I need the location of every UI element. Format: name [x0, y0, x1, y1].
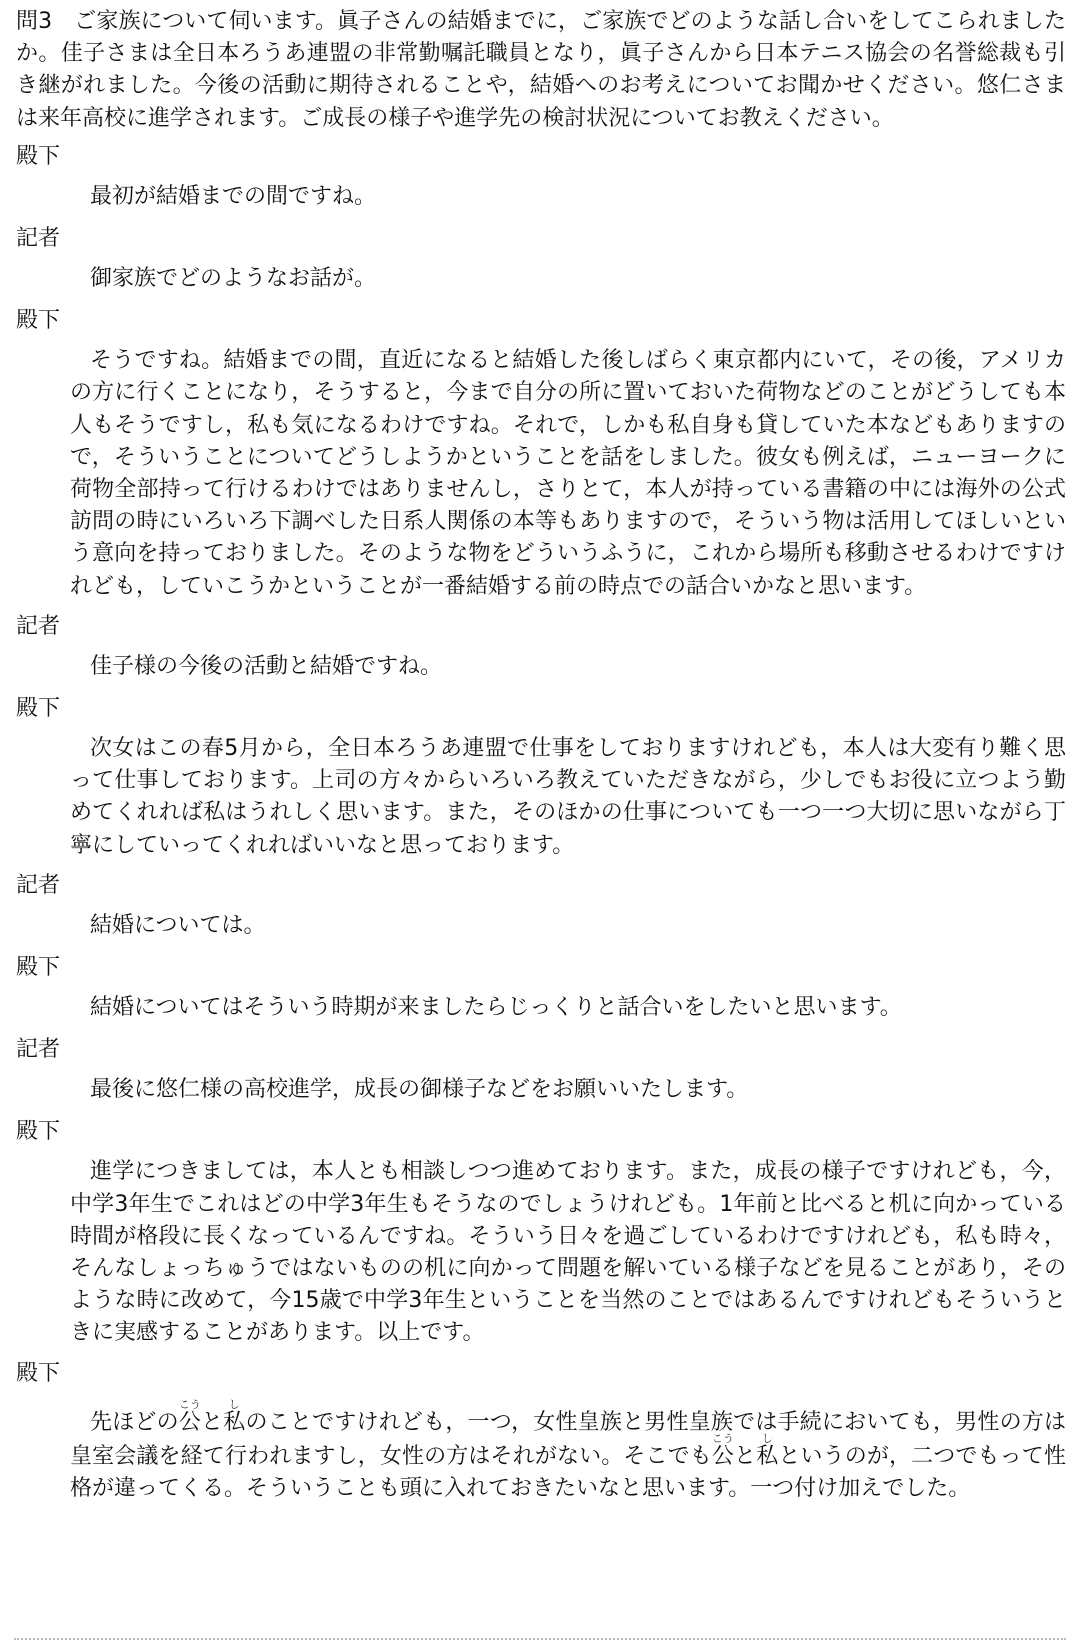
ruby-shi-2 — [756, 1431, 779, 1469]
turn-8 — [16, 1034, 1066, 1106]
turn-1 — [16, 141, 1066, 213]
speech-segment: のことですけれども，一つ，女性皇族と男性皇族では手続においても，男性の方は皇室会議を経て行われますし，女性の方はそれがない。そこでも — [70, 1409, 1066, 1469]
ruby-base: 私 — [223, 1409, 246, 1435]
speech-segment: と — [201, 1409, 224, 1435]
speech-text: 結婚についてはそういう時期が来ましたらじっくりと話合いをしたいと思います。 — [90, 995, 902, 1021]
ruby-reading: し — [756, 1431, 779, 1445]
speaker-label: 殿下 — [16, 1119, 61, 1145]
turn-2 — [16, 223, 1066, 295]
speech-segment: というのが，二つでもって性格が違ってくる。そういうことも頭に入れておきたいなと思います。一つ付け加えでした。 — [70, 1443, 1066, 1501]
dotted-divider — [14, 1638, 1066, 1640]
ruby-base: 公 — [178, 1409, 202, 1435]
turn-4 — [16, 611, 1066, 683]
speech-text: 最後に悠仁様の高校進学，成長の御様子などをお願いいたします。 — [90, 1077, 749, 1103]
speech-text: そうですね。結婚までの間，直近になると結婚した後しばらく東京都内にいて，その後，アメリカの方に行くことになり，そうすると，今まで自分の所に置いておいた荷物などのことがどうしても本人もそうですし，私も気になるわけですね。それで，しかも私自身も貸していた本などもありますので，そういうことについてどうしようかということを話をしました。彼女も例えば，ニューヨークに荷物全部持って行けるわけではありませんし，さりとて，本人が持っている書籍の中には海外の公式訪問の時にいろいろ下調べした日系人関係の本等もありますので，そういう物は活用してほしいという意向を持っておりました。そのような物をどういうふうに，これから場所も移動させるわけですけれども，していこうかということが一番結婚する前の時点での話合いかなと思います。 — [70, 348, 1066, 599]
speaker-label: 記者 — [16, 613, 61, 639]
question-block — [16, 6, 1066, 135]
question-text: ご家族について伺います。眞子さんの結婚までに，ご家族でどのような話し合いをしてこられましたか。佳子さまは全日本ろうあ連盟の非常勤嘱託職員となり，眞子さんから日本テニス協会の名誉総裁も引き継がれました。今後の活動に期待されることや，結婚へのお考えについてお聞かせください。悠仁さまは来年高校に進学されます。ご成長の様子や進学先の検討状況についてお教えください。 — [16, 9, 1066, 131]
speech-text: 佳子様の今後の活動と結婚ですね。 — [90, 653, 443, 679]
speech-segment: 先ほどの — [90, 1409, 179, 1435]
ruby-shi — [223, 1397, 246, 1435]
speech-text: 次女はこの春5月から，全日本ろうあ連盟で仕事をしておりますけれども，本人は大変有り難く思って仕事しております。上司の方々からいろいろ教えていただきながら，少しでもお役に立つよう勤めてくれれば私はうれしく思います。また，そのほかの仕事についても一つ一つ大切に思いながら丁寧にしていってくれればいいなと思っております。 — [70, 736, 1066, 858]
speech-text: 結婚については。 — [90, 912, 266, 938]
speaker-label: 記者 — [16, 226, 61, 252]
ruby-ko — [178, 1397, 202, 1435]
speech-segment: と — [734, 1443, 757, 1469]
turn-5 — [16, 693, 1066, 862]
speaker-label: 記者 — [16, 872, 61, 898]
ruby-reading: こう — [178, 1397, 201, 1411]
interview-transcript — [16, 6, 1066, 1513]
speaker-label: 殿下 — [16, 1360, 61, 1386]
turn-10 — [16, 1358, 1066, 1505]
speech-text: 御家族でどのようなお話が。 — [90, 266, 377, 292]
speech-text — [16, 1398, 1066, 1505]
ruby-reading: し — [223, 1397, 246, 1411]
ruby-reading: こう — [711, 1431, 734, 1445]
speaker-label: 記者 — [16, 1037, 61, 1063]
speaker-label: 殿下 — [16, 955, 61, 981]
ruby-base: 私 — [756, 1443, 779, 1469]
turn-6 — [16, 870, 1066, 942]
speaker-label: 殿下 — [16, 143, 61, 169]
speech-text: 進学につきましては，本人とも相談しつつ進めております。また，成長の様子ですけれども，今，中学3年生でこれはどの中学3年生もそうなのでしょうけれども。1年前と比べると机に向かっている時間が格段に長くなっているんですね。そういう日々を過ごしているわけですけれども，私も時々，そんなしょっちゅうではないものの机に向かって問題を解いている様子などを見ることがあり，そのような時に改めて，今15歳で中学3年生ということを当然のことではあるんですけれどもそういうときに実感することがあります。以上です。 — [70, 1159, 1066, 1346]
speech-text: 最初が結婚までの間ですね。 — [90, 183, 377, 209]
turn-3 — [16, 305, 1066, 603]
turn-7 — [16, 952, 1066, 1024]
ruby-base: 公 — [711, 1443, 735, 1469]
speaker-label: 殿下 — [16, 696, 61, 722]
ruby-ko-2 — [711, 1431, 735, 1469]
turn-9 — [16, 1116, 1066, 1349]
speaker-label: 殿下 — [16, 308, 61, 334]
question-label: 問3 — [16, 9, 53, 34]
